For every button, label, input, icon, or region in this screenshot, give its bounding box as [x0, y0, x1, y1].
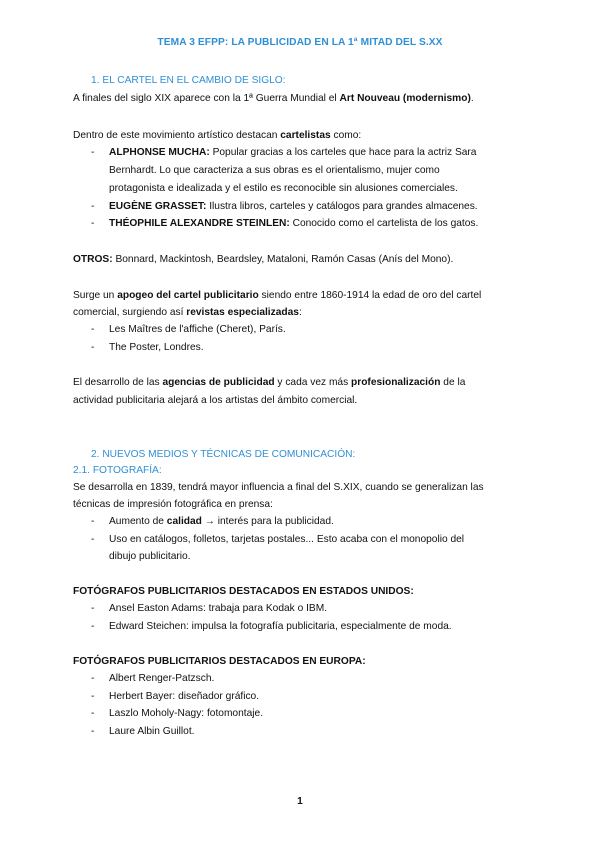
list-item-mucha: ALPHONSE MUCHA: Popular gracias a los carteles que hace para la actriz Sara: [109, 147, 477, 158]
list-bullet: -: [91, 342, 95, 353]
list-bullet: -: [91, 603, 95, 614]
list-bullet: -: [91, 218, 95, 229]
list-item-mucha-cont-2: protagonista e idealizada y el estilo es reconocible sin alusiones comerciales.: [109, 183, 458, 194]
s1-paragraph-4-line-2: comercial, surgiendo así revistas especializadas:: [73, 307, 302, 318]
list-item-eu-4: Laure Albin Guillot.: [109, 726, 195, 737]
list-item-magazine-1: Les Maîtres de l'affiche (Cheret), París.: [109, 324, 286, 335]
list-item-grasset: EUGÈNE GRASSET: Ilustra libros, carteles y catálogos para grandes almacenes.: [109, 201, 478, 212]
list-bullet: -: [91, 516, 95, 527]
list-bullet: -: [91, 673, 95, 684]
document-title: TEMA 3 EFPP: LA PUBLICIDAD EN LA 1ª MITAD DEL S.XX: [157, 37, 443, 48]
s2-paragraph-1-line-1: Se desarrolla en 1839, tendrá mayor influencia a final del S.XIX, cuando se generalizan las: [73, 482, 484, 493]
list-bullet: -: [91, 726, 95, 737]
list-bullet: -: [91, 691, 95, 702]
list-item-eu-1: Albert Renger-Patzsch.: [109, 673, 215, 684]
list-item-eu-3: Laszlo Moholy-Nagy: fotomontaje.: [109, 708, 264, 719]
list-bullet: -: [91, 534, 95, 545]
page-number: 1: [297, 796, 303, 807]
list-item-us-1: Ansel Easton Adams: trabaja para Kodak o IBM.: [109, 603, 328, 614]
s2-paragraph-1-line-2: técnicas de impresión fotográfica en prensa:: [73, 499, 273, 510]
list-bullet: -: [91, 621, 95, 632]
eu-photographers-heading: FOTÓGRAFOS PUBLICITARIOS DESTACADOS EN EUROPA:: [73, 656, 366, 667]
list-item-uso: Uso en catálogos, folletos, tarjetas postales... Esto acaba con el monopolio del: [109, 534, 465, 545]
us-photographers-heading: FOTÓGRAFOS PUBLICITARIOS DESTACADOS EN ESTADOS UNIDOS:: [73, 586, 414, 597]
s1-intro: A finales del siglo XIX aparece con la 1ª Guerra Mundial el Art Nouveau (modernismo).: [73, 93, 474, 104]
list-item-us-2: Edward Steichen: impulsa la fotografía publicitaria, especialmente de moda.: [109, 621, 452, 632]
list-bullet: -: [91, 147, 95, 158]
subsection-2-1-heading: 2.1. FOTOGRAFÍA:: [73, 465, 162, 476]
section-1-heading: 1. EL CARTEL EN EL CAMBIO DE SIGLO:: [91, 75, 286, 86]
s1-paragraph-5-line-2: actividad publicitaria alejará a los artistas del ámbito comercial.: [73, 395, 358, 406]
s1-paragraph-2: Dentro de este movimiento artístico destacan cartelistas como:: [73, 130, 362, 141]
s1-paragraph-4-line-1: Surge un apogeo del cartel publicitario siendo entre 1860-1914 la edad de oro del cartel: [73, 290, 482, 301]
list-bullet: -: [91, 201, 95, 212]
list-bullet: -: [91, 708, 95, 719]
list-item-uso-cont: dibujo publicitario.: [109, 551, 191, 562]
list-item-magazine-2: The Poster, Londres.: [109, 342, 204, 353]
list-item-eu-2: Herbert Bayer: diseñador gráfico.: [109, 691, 260, 702]
s1-paragraph-5-line-1: El desarrollo de las agencias de publicidad y cada vez más profesionalización de la: [73, 377, 466, 388]
list-item-calidad: Aumento de calidad → interés para la publicidad.: [109, 516, 334, 527]
section-2-heading: 2. NUEVOS MEDIOS Y TÉCNICAS DE COMUNICACIÓN:: [91, 449, 356, 460]
list-bullet: -: [91, 324, 95, 335]
s1-otros: OTROS: Bonnard, Mackintosh, Beardsley, Mataloni, Ramón Casas (Anís del Mono).: [73, 254, 454, 265]
list-item-steinlen: THÉOPHILE ALEXANDRE STEINLEN: Conocido como el cartelista de los gatos.: [109, 218, 479, 229]
list-item-mucha-cont-1: Bernhardt. Lo que caracteriza a sus obras es el orientalismo, mujer como: [109, 165, 440, 176]
